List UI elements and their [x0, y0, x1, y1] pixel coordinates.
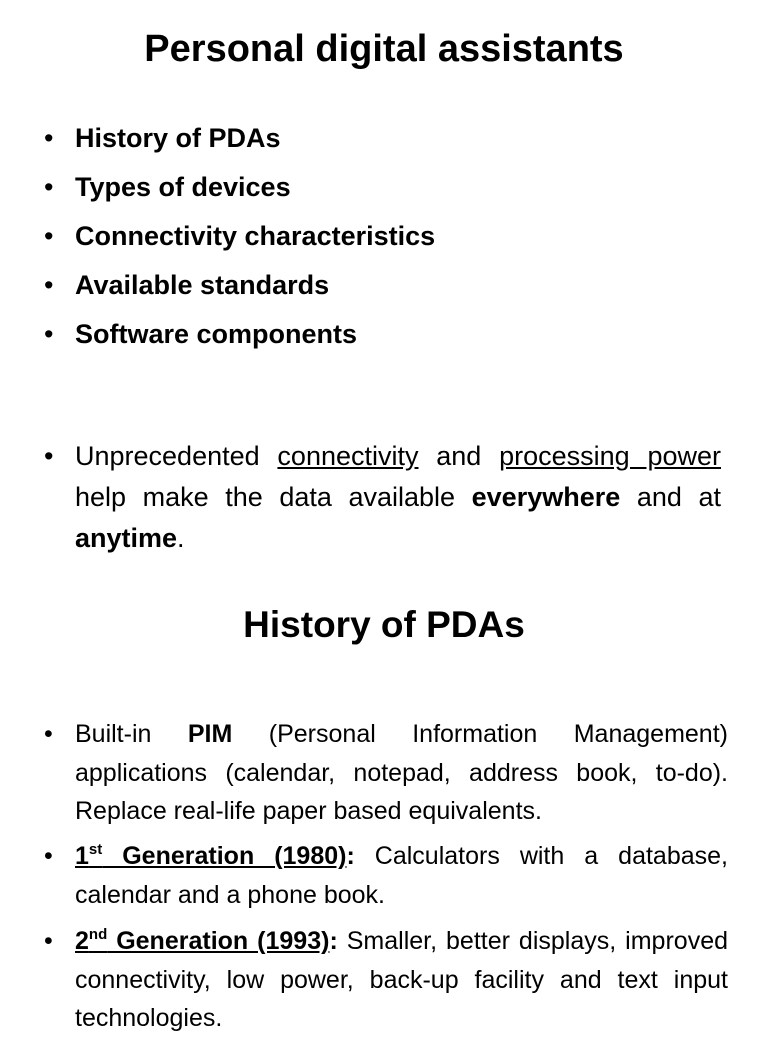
- intro-text: and: [418, 441, 500, 471]
- intro-text: Unprecedented: [75, 441, 278, 471]
- generation-text: Calculators with a database, calendar and a phone book.: [75, 842, 728, 909]
- bullet-icon: •: [44, 441, 54, 471]
- list-item: [0, 261, 768, 310]
- intro-paragraph: [44, 436, 721, 559]
- generation-number: 1: [75, 842, 89, 870]
- bullet-icon: •: [44, 927, 53, 955]
- everywhere-term: everywhere: [471, 482, 621, 512]
- generation-label: Generation (1980): [102, 842, 347, 870]
- connectivity-term: connectivity: [277, 441, 419, 471]
- topic-text: History of PDAs: [75, 123, 281, 153]
- bullet-icon: •: [44, 172, 54, 202]
- processing-power-term: processing power: [499, 441, 721, 471]
- pim-paragraph: [44, 715, 728, 831]
- topic-text: Software components: [75, 319, 358, 349]
- list-item: [0, 212, 768, 261]
- bullet-icon: •: [44, 842, 53, 870]
- generation-heading: [75, 842, 346, 870]
- bullet-icon: •: [44, 720, 53, 748]
- generation-heading: [75, 927, 329, 955]
- generation-colon: :: [329, 927, 338, 955]
- list-item: [0, 310, 768, 359]
- pim-text: Built-in: [75, 720, 188, 748]
- generation-ordinal: st: [88, 841, 103, 858]
- bullet-icon: •: [44, 319, 54, 349]
- slide-title: History of PDAs: [243, 604, 525, 645]
- list-item: [0, 163, 768, 212]
- slide-title: Personal digital assistants: [144, 28, 624, 70]
- topic-list: [0, 114, 768, 359]
- generation-colon: :: [346, 842, 355, 870]
- generation-label: Generation (1993): [107, 927, 330, 955]
- generation-number: 2: [75, 927, 89, 955]
- bullet-icon: •: [44, 123, 54, 153]
- intro-text: and at: [620, 482, 721, 512]
- generation-text: Smaller, better displays, improved connectivity, low power, back-up facility and text input technologies.: [75, 927, 728, 1032]
- list-item: [0, 114, 768, 163]
- intro-text: help make the data available: [75, 482, 472, 512]
- topic-text: Connectivity characteristics: [75, 221, 436, 251]
- topic-text: Types of devices: [75, 172, 291, 202]
- pim-text: (Personal Information Management) applications (calendar, notepad, address book, to-do). Replace real-life paper based equivalents.: [75, 720, 728, 825]
- topic-text: Available standards: [75, 270, 330, 300]
- anytime-term: anytime: [75, 523, 178, 553]
- first-generation-paragraph: [44, 837, 728, 914]
- second-generation-paragraph: [44, 922, 728, 1038]
- bullet-icon: •: [44, 221, 54, 251]
- intro-text: .: [177, 523, 185, 553]
- pim-term: PIM: [187, 720, 233, 748]
- generation-ordinal: nd: [88, 926, 108, 943]
- bullet-icon: •: [44, 270, 54, 300]
